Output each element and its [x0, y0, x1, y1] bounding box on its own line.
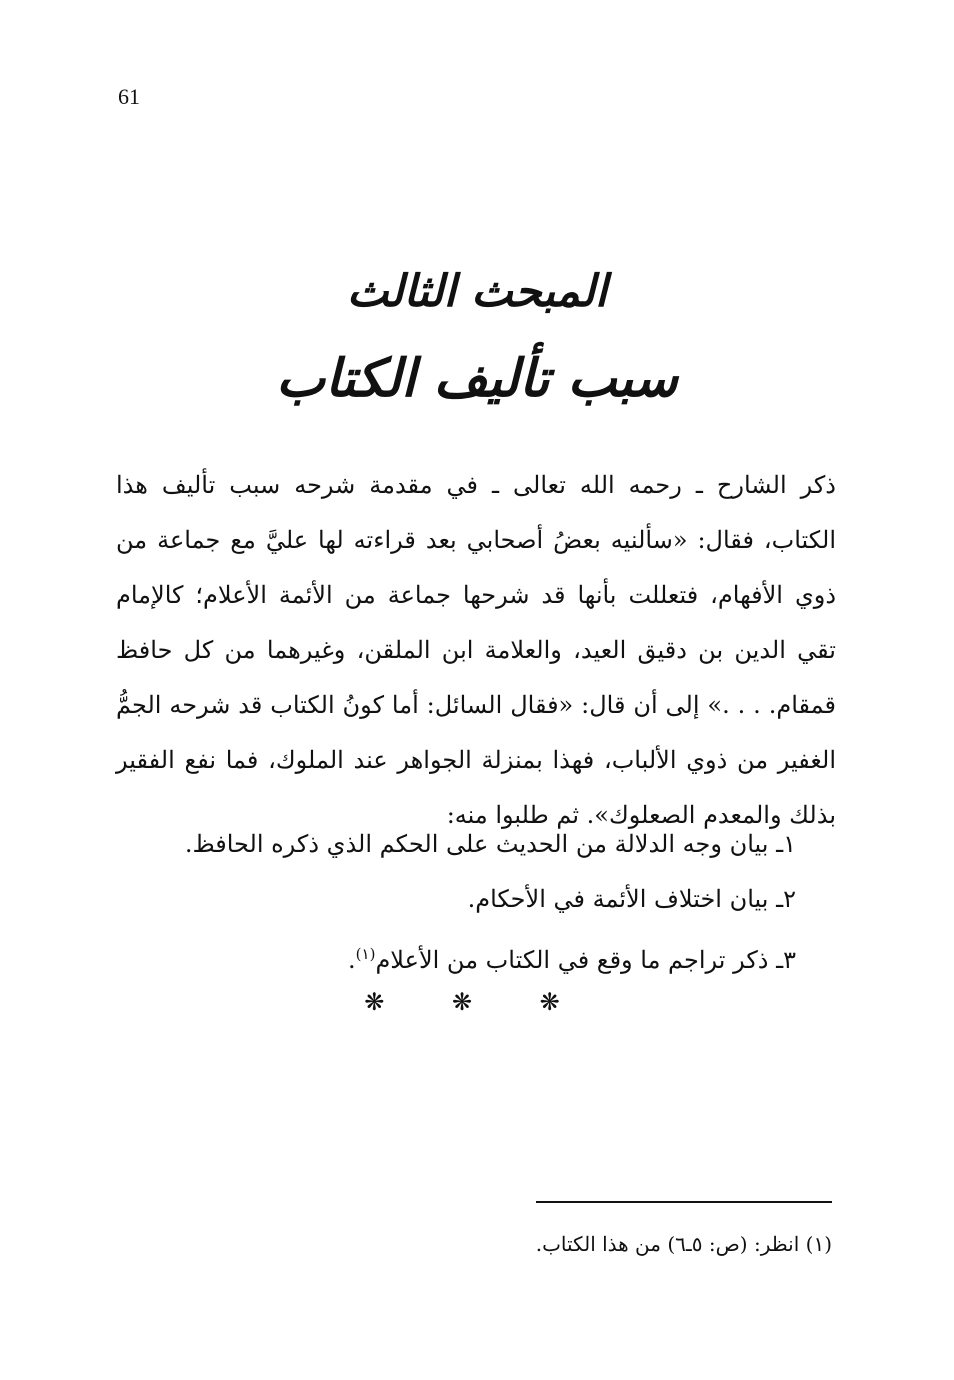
section-separator: ❋ ❋ ❋ [364, 988, 590, 1016]
footnote-reference: (١) [355, 945, 376, 963]
list-item [116, 927, 796, 988]
section-heading: المبحث الثالث [346, 266, 608, 317]
list-item-text: ٣ـ ذكر تراجم ما وقع في الكتاب من الأعلام [375, 946, 796, 974]
section-title: سبب تأليف الكتاب [276, 348, 678, 409]
footnote-divider [536, 1201, 832, 1203]
list-item-end: . [348, 946, 356, 974]
list-item: ٢ـ بيان اختلاف الأئمة في الأحكام. [467, 885, 796, 913]
footnote: (١) انظر: (ص: ٥ـ٦) من هذا الكتاب. [535, 1232, 832, 1256]
page-number: 61 [118, 84, 140, 109]
list-item: ١ـ بيان وجه الدلالة من الحديث على الحكم الذي ذكره الحافظ. [184, 830, 796, 858]
requests-list [116, 817, 796, 988]
body-paragraph: ذكر الشارح ـ رحمه الله تعالى ـ في مقدمة شرحه سبب تأليف هذا الكتاب، فقال: «سألنيه بعضُ أصحابي بعد قراءته لها عليَّ مع جماعة من ذوي الأفهام، فتعللت بأنها قد شرحها جماعة من الأئمة الأعلام؛ كالإمام تقي الدين بن دقيق العيد، والعلامة ابن الملقن، وغيرهما من كل حافظ قمقام. . . .» إلى أن قال: «فقال السائل: أما كونُ الكتاب قد شرحه الجمُّ الغفير من ذوي الألباب، فهذا بمنزلة الجواهر عند الملوك، فما نفع الفقير بذلك والمعدم الصعلوك». ثم طلبوا منه: [116, 471, 837, 829]
